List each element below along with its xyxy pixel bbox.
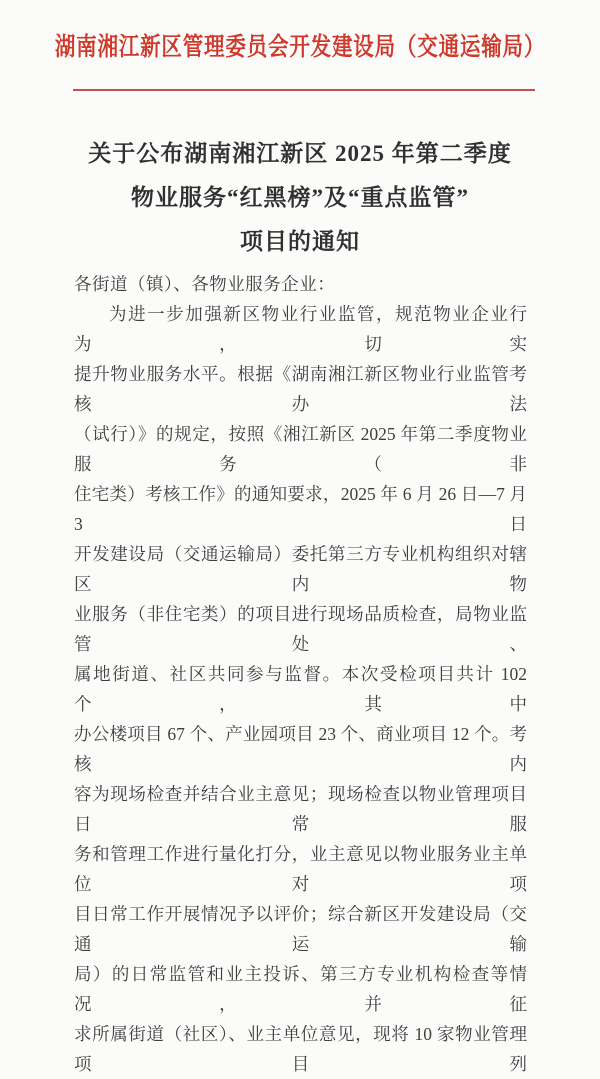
body-line: 局）的日常监管和业主投诉、第三方专业机构检查等情况，并征 [74, 964, 527, 1014]
salutation: 各街道（镇）、各物业服务企业： [74, 274, 336, 294]
body-line: 业服务（非住宅类）的项目进行现场品质检查，局物业监管处、 [74, 604, 527, 654]
notice-body [74, 269, 527, 1079]
body-line: 住宅类）考核工作》的通知要求，2025 年 6 月 26 日—7 月 3 日 [74, 484, 527, 534]
notice-title [0, 132, 600, 264]
body-line: 务和管理工作进行量化打分，业主意见以物业服务业主单位对项 [74, 844, 527, 894]
body-line: 提升物业服务水平。根据《湖南湘江新区物业行业监管考核办法 [74, 364, 527, 414]
body-line: 为进一步加强新区物业行业监管，规范物业企业行为，切实 [74, 304, 527, 354]
body-line: 办公楼项目 67 个、产业园项目 23 个、商业项目 12 个。考核内 [74, 724, 527, 774]
notice-title-line-2: 物业服务“红黑榜”及“重点监管” [131, 185, 469, 210]
letterhead-divider-rule [73, 89, 535, 91]
body-line: （试行）》的规定，按照《湘江新区 2025 年第二季度物业服务（非 [74, 424, 527, 474]
letterhead [0, 27, 600, 63]
body-line: 开发建设局（交通运输局）委托第三方专业机构组织对辖区内物 [74, 544, 527, 594]
body-line: 属地街道、社区共同参与监督。本次受检项目共计 102 个，其中 [74, 664, 527, 714]
notice-title-line-1: 关于公布湖南湘江新区 2025 年第二季度 [88, 141, 512, 166]
body-line: 容为现场检查并结合业主意见；现场检查以物业管理项目日常服 [74, 784, 527, 834]
letterhead-org-name: 湖南湘江新区管理委员会开发建设局（交通运输局） [54, 34, 546, 61]
body-line: 求所属街道（社区）、业主单位意见，现将 10 家物业管理项目列 [74, 1024, 527, 1074]
body-line: 目日常工作开展情况予以评价；综合新区开发建设局（交通运输 [74, 904, 527, 954]
notice-title-line-3: 项目的通知 [240, 229, 360, 254]
